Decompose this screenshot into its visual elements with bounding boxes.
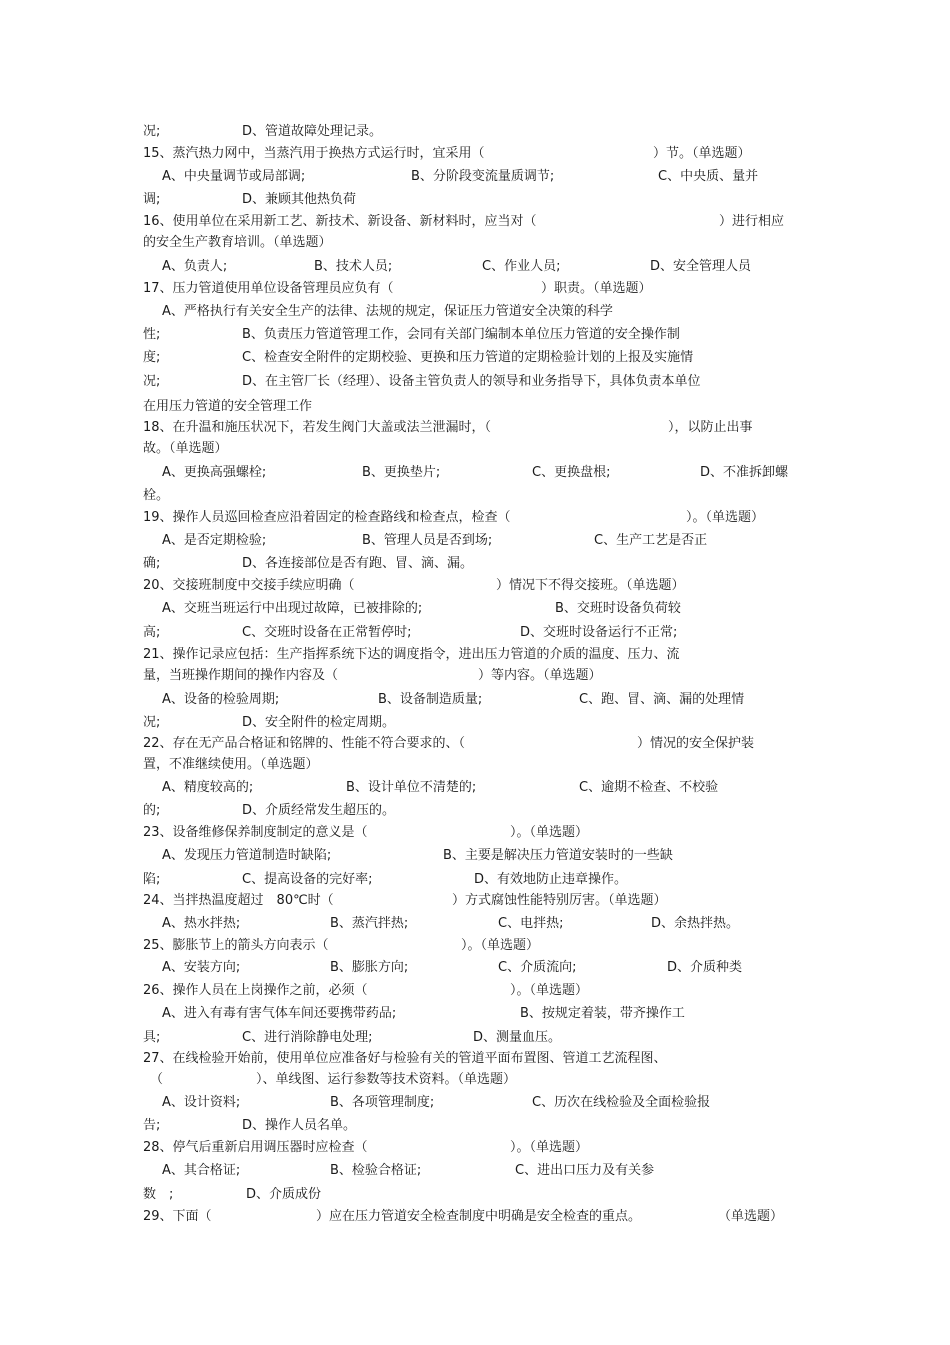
text-segment: 15、蒸汽热力网中，当蒸汽用于换热方式运行时，宜采用（: [143, 146, 485, 161]
text-segment: 在用压力管道的安全管理工作: [143, 399, 313, 414]
text-segment: B、管理人员是否到场;: [362, 533, 493, 548]
text-segment: B、检验合格证;: [330, 1163, 422, 1178]
text-line: [0, 713, 950, 733]
text-line: [0, 1185, 950, 1205]
text-line: [0, 1049, 950, 1069]
text-segment: C、逾期不检查、不校验: [579, 780, 719, 795]
text-segment: D、操作人员名单。: [242, 1118, 357, 1133]
text-segment: 24、当拌热温度超过 80℃时（: [143, 893, 334, 908]
text-segment: C、跑、冒、滴、漏的处理情: [579, 692, 745, 707]
text-segment: A、更换高强螺栓;: [162, 465, 267, 480]
text-line: [0, 348, 950, 368]
text-line: [0, 418, 950, 438]
text-line: [0, 1093, 950, 1113]
text-segment: D、安全管理人员: [650, 259, 752, 274]
text-segment: 22、存在无产品合格证和铭牌的、性能不符合要求的、（: [143, 736, 466, 751]
text-line: [0, 212, 950, 232]
text-segment: 陷;: [143, 872, 161, 887]
text-segment: ）。（单选题）: [686, 510, 765, 525]
text-line: [0, 279, 950, 299]
text-segment: 28、停气后重新启用调压器时应检查（: [143, 1140, 368, 1155]
text-segment: B、交班时设备负荷较: [555, 601, 681, 616]
text-segment: C、作业人员;: [482, 259, 561, 274]
text-segment: C、提高设备的完好率;: [242, 872, 373, 887]
text-segment: B、设计单位不清楚的;: [346, 780, 477, 795]
text-segment: ）情况下不得交接班。（单选题）: [496, 578, 685, 593]
text-line: [0, 734, 950, 754]
text-segment: A、精度较高的;: [162, 780, 254, 795]
text-line: [0, 531, 950, 551]
text-segment: （单选题）: [718, 1209, 784, 1224]
text-segment: D、各连接部位是否有跑、冒、滴、漏。: [242, 556, 474, 571]
text-segment: ）、单线图、运行参数等技术资料。（单选题）: [256, 1072, 517, 1087]
text-segment: A、严格执行有关安全生产的法律、法规的规定，保证压力管道安全决策的科学: [162, 304, 613, 319]
text-line: [0, 144, 950, 164]
text-segment: 况;: [143, 374, 161, 389]
text-segment: 置，不准继续使用。（单选题）: [143, 757, 319, 772]
text-segment: 20、交接班制度中交接手续应明确（: [143, 578, 355, 593]
text-segment: B、主要是解决压力管道安装时的一些缺: [443, 848, 673, 863]
text-segment: 确;: [143, 556, 161, 571]
text-line: [0, 778, 950, 798]
text-segment: C、生产工艺是否正: [594, 533, 708, 548]
text-segment: A、中央量调节或局部调;: [162, 169, 306, 184]
text-line: [0, 645, 950, 665]
text-segment: 度;: [143, 350, 161, 365]
text-segment: D、不准拆卸螺: [700, 465, 789, 480]
text-segment: A、进入有毒有害气体车间还要携带药品;: [162, 1006, 397, 1021]
text-segment: 况;: [143, 715, 161, 730]
text-line: [0, 122, 950, 142]
text-line: [0, 801, 950, 821]
text-segment: 21、操作记录应包括：生产指挥系统下达的调度指令，进出压力管道的介质的温度、压力、流: [143, 647, 680, 662]
text-segment: A、交班当班运行中出现过故障，已被排除的;: [162, 601, 423, 616]
text-segment: 栓。: [143, 488, 170, 503]
text-segment: ）。（单选题）: [510, 1140, 589, 1155]
text-line: [0, 981, 950, 1001]
text-segment: （: [150, 1072, 164, 1087]
text-segment: ）方式腐蚀性能特别厉害。（单选题）: [452, 893, 667, 908]
text-line: [0, 936, 950, 956]
text-segment: 量，当班操作期间的操作内容及（: [143, 668, 339, 683]
text-line: [0, 846, 950, 866]
text-segment: ），以防止出事: [668, 420, 753, 435]
text-line: [0, 439, 950, 459]
text-segment: A、安装方向;: [162, 960, 241, 975]
text-segment: B、蒸汽拌热;: [330, 916, 409, 931]
text-segment: B、技术人员;: [314, 259, 393, 274]
text-segment: 数 ;: [143, 1187, 174, 1202]
text-line: [0, 755, 950, 775]
text-segment: 25、膨胀节上的箭头方向表示（: [143, 938, 329, 953]
text-segment: B、设备制造质量;: [378, 692, 483, 707]
text-line: [0, 1028, 950, 1048]
text-line: [0, 666, 950, 686]
text-segment: 调;: [143, 192, 161, 207]
text-segment: ）情况的安全保护装: [637, 736, 755, 751]
text-line: [0, 554, 950, 574]
text-segment: A、设计资料;: [162, 1095, 241, 1110]
text-line: [0, 190, 950, 210]
text-segment: D、管道故障处理记录。: [242, 124, 383, 139]
text-segment: A、其合格证;: [162, 1163, 241, 1178]
text-segment: 17、压力管道使用单位设备管理员应负有（: [143, 281, 394, 296]
text-segment: B、膨胀方向;: [330, 960, 409, 975]
text-segment: ）应在压力管道安全检查制度中明确是安全检查的重点。: [316, 1209, 642, 1224]
text-line: [0, 167, 950, 187]
text-line: [0, 1070, 950, 1090]
text-segment: D、介质种类: [667, 960, 743, 975]
text-line: [0, 823, 950, 843]
text-line: [0, 1207, 950, 1227]
text-segment: 18、在升温和施压状况下，若发生阀门大盖或法兰泄漏时，（: [143, 420, 492, 435]
text-segment: 27、在线检验开始前，使用单位应准备好与检验有关的管道平面布置图、管道工艺流程图、: [143, 1051, 667, 1066]
text-segment: D、有效地防止违章操作。: [474, 872, 628, 887]
text-line: [0, 914, 950, 934]
text-segment: A、设备的检验周期;: [162, 692, 280, 707]
text-line: [0, 508, 950, 528]
text-segment: 况;: [143, 124, 161, 139]
text-line: [0, 891, 950, 911]
text-line: [0, 325, 950, 345]
text-segment: 16、使用单位在采用新工艺、新技术、新设备、新材料时，应当对（: [143, 214, 537, 229]
text-line: [0, 576, 950, 596]
text-line: [0, 463, 950, 483]
text-segment: A、负责人;: [162, 259, 228, 274]
text-line: [0, 397, 950, 417]
text-segment: B、负责压力管道管理工作，会同有关部门编制本单位压力管道的安全操作制: [242, 327, 680, 342]
text-segment: D、兼顾其他热负荷: [242, 192, 357, 207]
text-segment: 故。（单选题）: [143, 441, 228, 456]
text-line: [0, 233, 950, 253]
text-line: [0, 1161, 950, 1181]
text-segment: 23、设备维修保养制度制定的意义是（: [143, 825, 368, 840]
text-segment: D、在主管厂长（经理）、设备主管负责人的领导和业务指导下，具体负责本单位: [242, 374, 701, 389]
text-segment: 告;: [143, 1118, 161, 1133]
text-line: [0, 599, 950, 619]
text-segment: ）等内容。（单选题）: [478, 668, 602, 683]
text-segment: D、余热拌热。: [651, 916, 740, 931]
text-segment: D、介质成份: [246, 1187, 322, 1202]
text-segment: ）节。（单选题）: [653, 146, 751, 161]
text-segment: C、交班时设备在正常暂停时;: [242, 625, 412, 640]
text-segment: D、交班时设备运行不正常;: [520, 625, 678, 640]
text-segment: ）进行相应: [719, 214, 785, 229]
text-segment: D、安全附件的检定周期。: [242, 715, 396, 730]
text-segment: 的;: [143, 803, 161, 818]
text-segment: ）。（单选题）: [510, 983, 589, 998]
text-line: [0, 302, 950, 322]
text-segment: B、更换垫片;: [362, 465, 441, 480]
text-segment: A、热水拌热;: [162, 916, 241, 931]
text-segment: C、电拌热;: [498, 916, 564, 931]
text-segment: 性;: [143, 327, 161, 342]
text-segment: C、检查安全附件的定期校验、更换和压力管道的定期检验计划的上报及实施情: [242, 350, 694, 365]
text-segment: 29、下面（: [143, 1209, 212, 1224]
text-segment: C、进出口压力及有关参: [515, 1163, 655, 1178]
text-segment: C、进行消除静电处理;: [242, 1030, 373, 1045]
text-segment: ）。（单选题）: [510, 825, 589, 840]
text-line: [0, 870, 950, 890]
text-segment: 具;: [143, 1030, 161, 1045]
text-segment: B、按规定着装，带齐操作工: [520, 1006, 685, 1021]
text-segment: B、各项管理制度;: [330, 1095, 435, 1110]
text-segment: 的安全生产教育培训。（单选题）: [143, 235, 332, 250]
text-line: [0, 1138, 950, 1158]
text-segment: 19、操作人员巡回检查应沿着固定的检查路线和检查点，检查（: [143, 510, 511, 525]
text-segment: B、分阶段变流量质调节;: [411, 169, 555, 184]
text-segment: C、历次在线检验及全面检验报: [532, 1095, 711, 1110]
text-segment: C、更换盘根;: [532, 465, 611, 480]
text-segment: A、发现压力管道制造时缺陷;: [162, 848, 332, 863]
text-segment: ）。（单选题）: [461, 938, 540, 953]
text-segment: D、介质经常发生超压的。: [242, 803, 396, 818]
text-line: [0, 623, 950, 643]
text-segment: ）职责。（单选题）: [541, 281, 652, 296]
text-line: [0, 372, 950, 392]
text-line: [0, 958, 950, 978]
text-line: [0, 690, 950, 710]
text-segment: A、是否定期检验;: [162, 533, 267, 548]
text-line: [0, 1004, 950, 1024]
text-line: [0, 257, 950, 277]
text-line: [0, 486, 950, 506]
text-segment: 26、操作人员在上岗操作之前，必须（: [143, 983, 368, 998]
text-segment: D、测量血压。: [473, 1030, 562, 1045]
text-line: [0, 1116, 950, 1136]
text-segment: C、中央质、量并: [658, 169, 759, 184]
text-segment: C、介质流向;: [498, 960, 577, 975]
text-segment: 高;: [143, 625, 161, 640]
